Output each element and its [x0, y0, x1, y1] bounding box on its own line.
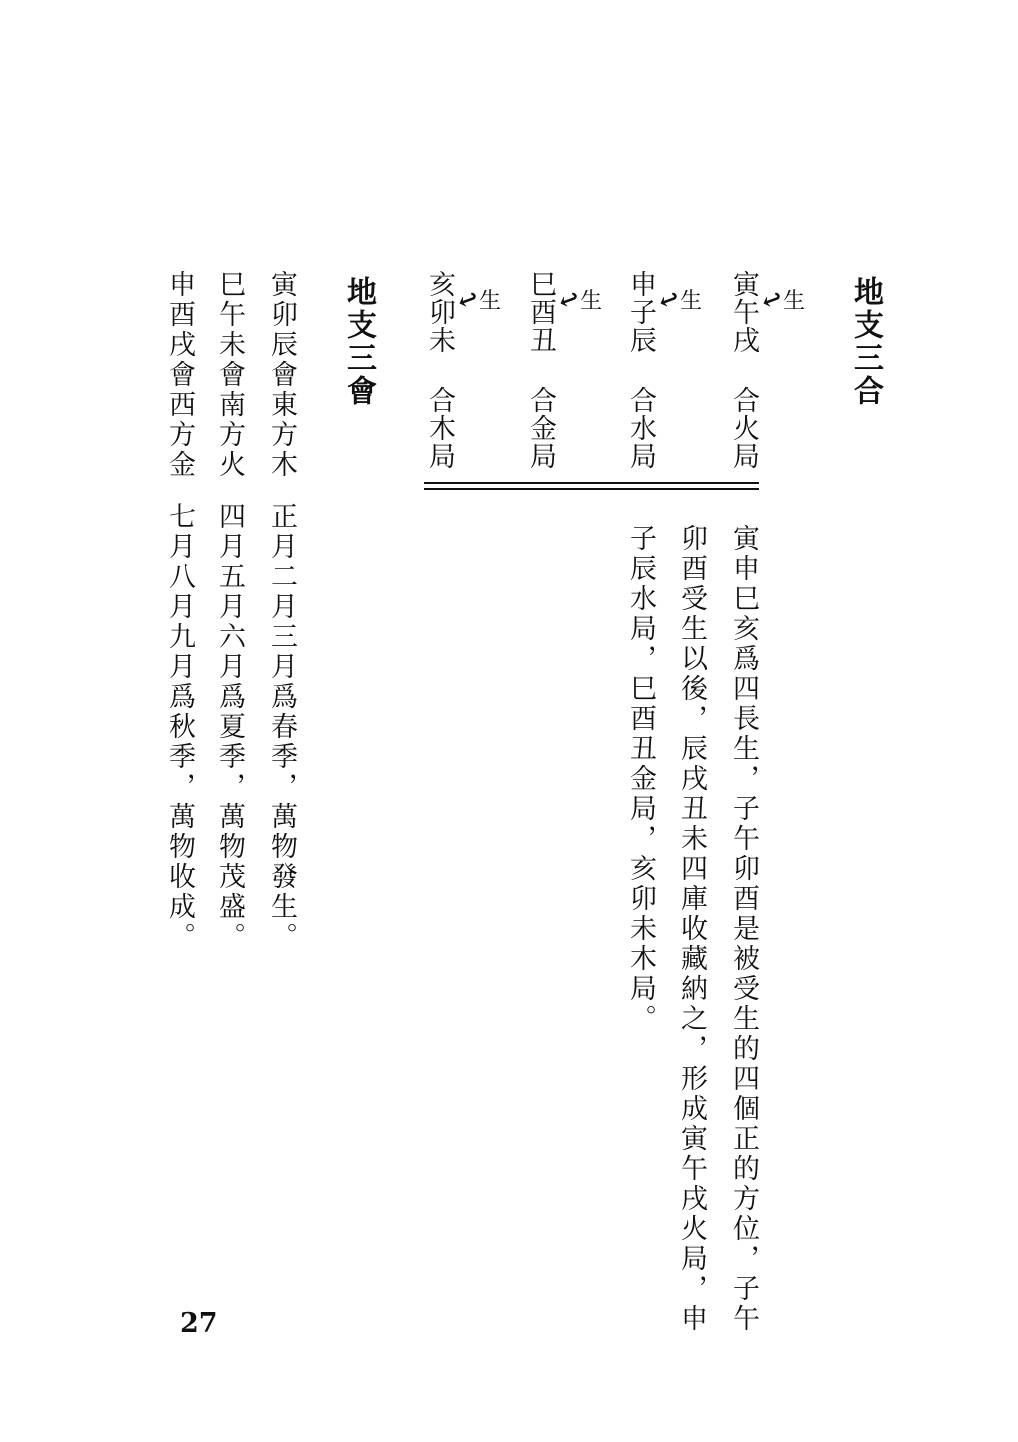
combo-2-branches: 申子辰 [625, 270, 656, 354]
explanation-line-3: 子辰水局，巳酉丑金局，亥卯未木局。 [625, 524, 656, 1034]
meeting-row-3-description: 七月八月九月爲秋季，萬物收成。 [164, 502, 195, 952]
explanation-line-2: 卯酉受生以後，辰戌丑未四庫收藏納之，形成寅午戌火局，申 [676, 524, 707, 1334]
explanation-line-1: 寅申巳亥爲四長生，子午卯酉是被受生的四個正的方位，子午 [728, 524, 759, 1334]
combo-1-result: 合火局 [728, 386, 759, 470]
combo-2-sheng: ↩生 [654, 282, 703, 317]
combo-1-branches: 寅午戌 [728, 270, 759, 354]
meeting-row-2-description: 四月五月六月爲夏季，萬物茂盛。 [214, 502, 245, 952]
combo-3-sheng: ↩生 [554, 282, 603, 317]
meeting-row-2-group: 巳午未會南方火 [214, 270, 245, 480]
combo-3-result: 合金局 [525, 386, 556, 470]
curl-arrow-icon: ↩ [554, 282, 584, 317]
curl-arrow-icon: ↩ [453, 282, 483, 317]
double-rule-divider [424, 482, 759, 490]
meeting-row-3-group: 申酉戌會西方金 [164, 270, 195, 480]
section2-title: 地支三會 [341, 276, 376, 408]
meeting-row-1-group: 寅卯辰會東方木 [266, 270, 297, 480]
combo-4-sheng: ↩生 [453, 282, 502, 317]
combo-4-result: 合木局 [424, 386, 455, 470]
meeting-row-1-description: 正月二月三月爲春季，萬物發生。 [266, 502, 297, 952]
combo-2-result: 合水局 [625, 386, 656, 470]
page-number: 27 [180, 1308, 218, 1339]
section1-title: 地支三合 [848, 276, 883, 408]
combo-3-branches: 巳酉丑 [525, 270, 556, 354]
combo-4-branches: 亥卯未 [424, 270, 455, 354]
combo-1-sheng: ↩生 [757, 282, 806, 317]
curl-arrow-icon: ↩ [654, 282, 684, 317]
curl-arrow-icon: ↩ [757, 282, 787, 317]
